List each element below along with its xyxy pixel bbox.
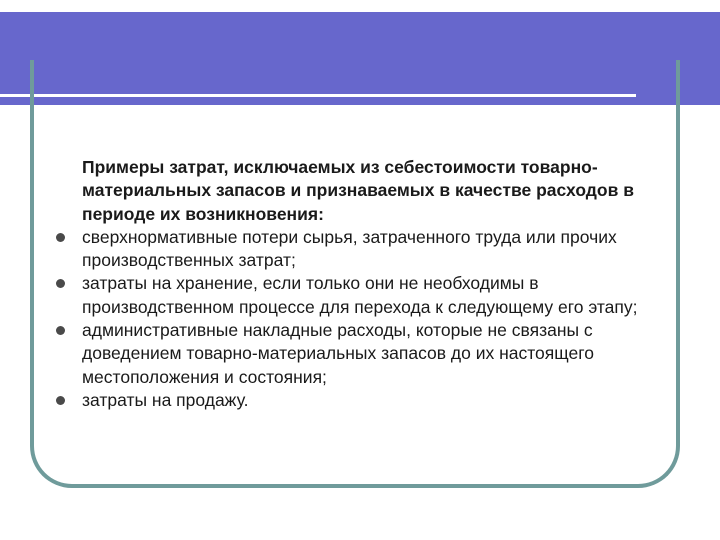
intro-text: Примеры затрат, исключаемых из себестоимости товарно-материальных запасов и признаваемых в качестве расходов в периоде их возникновения:	[82, 157, 634, 224]
list-item	[56, 319, 666, 389]
bullet-icon	[56, 326, 65, 335]
list-item-text: административные накладные расходы, которые не связаны с доведением товарно-материальных запасов до их настоящего местоположения и состояния;	[82, 320, 594, 387]
bullet-icon	[56, 233, 65, 242]
slide-content	[56, 156, 666, 412]
list-item	[56, 389, 666, 412]
list-item-text: сверхнормативные потери сырья, затраченного труда или прочих производственных затрат;	[82, 226, 617, 271]
list-item-text: затраты на хранение, если только они не необходимы в производственном процессе для перехода к следующему его этапу;	[82, 273, 638, 317]
list-item-text: затраты на продажу.	[82, 389, 249, 410]
list-item	[56, 272, 666, 319]
list-item	[56, 226, 666, 273]
bullet-icon	[56, 279, 65, 288]
bullet-icon	[56, 396, 65, 405]
bullet-list	[56, 226, 666, 412]
